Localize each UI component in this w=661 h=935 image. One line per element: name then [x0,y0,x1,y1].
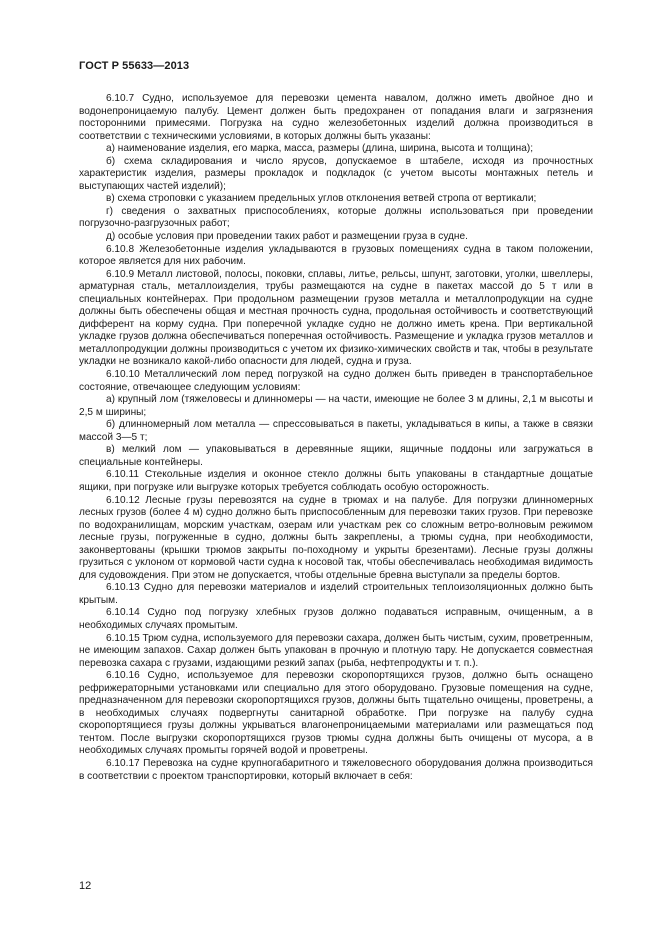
paragraph-6-10-14: 6.10.14 Судно под погрузку хлебных грузов должно подаваться исправным, очищенным, а в необходимых случаях промытым. [79,607,593,631]
paragraph-6-10-10: 6.10.10 Металлический лом перед погрузкой на судно должен быть приведен в транспортабельное состояние, отвечающее следующим условиям: [79,369,593,393]
standard-header: ГОСТ Р 55633—2013 [79,60,190,72]
paragraph-6-10-7: 6.10.7 Судно, используемое для перевозки цемента навалом, должно иметь двойное дно и водонепроницаемую палубу. Цемент должен быть предохранен от попадания влаги и загрязнения посторонними примесями. Погрузка на судно железобетонных изделий должна производиться в соответствии с техническими условиями, в которых должны быть указаны: [79,93,593,142]
paragraph-6-10-17: 6.10.17 Перевозка на судне крупногабаритного и тяжеловесного оборудования должна производиться в соответствии с проектом транспортировки, который включает в себя: [79,757,593,782]
paragraph-6-10-11: 6.10.11 Стекольные изделия и оконное стекло должны быть упакованы в стандартные дощатые ящики, при погрузке или выгрузке которых требуется соблюдать особую осторожность. [79,469,593,493]
paragraph-6-10-16: 6.10.16 Судно, используемое для перевозки скоропортящихся грузов, должно быть оснащено рефрижераторными установками или специально для этого оборудовано. Грузовые помещения на судне, предназначенном для перевозки скоропортящихся грузов, должны быть тщательно очищены, проветрены, а в необходимых случаях подвергнуты санитарной обработке. При погрузке на палубу судна скоропортящиеся грузы должны укрываться влагонепроницаемыми материалами или размещаться под тентом. После выгрузки скоропортящихся грузов трюмы судна должны быть очищены от мусора, а в необходимых случаях промыты горячей водой и проветрены. [79,670,593,757]
list-item-b: б) схема складирования и число ярусов, допускаемое в штабеле, исходя из прочностных характеристик изделия, размеры прокладок и подкладок (с учетом высоты монтажных петель и выступающих частей изделий); [79,155,593,192]
paragraph-6-10-8: 6.10.8 Железобетонные изделия укладываются в грузовых помещениях судна в таком положении, которое является для них рабочим. [79,243,593,268]
page-number: 12 [79,880,92,892]
document-body [79,93,593,783]
list-item-v: в) схема строповки с указанием предельных углов отклонения ветвей стропа от вертикали; [106,193,537,205]
list-item-g: г) сведения о захватных приспособлениях, которые должны использоваться при проведении погрузочно-разгрузочных работ; [79,205,593,230]
scrap-item-v: в) мелкий лом — упаковываться в деревянные ящики, ящичные поддоны или загружаться в специальные контейнеры. [79,444,593,468]
paragraph-6-10-12: 6.10.12 Лесные грузы перевозятся на судне в трюмах и на палубе. Для погрузки длинномерных лесных грузов (более 4 м) судно должно быть приспособленным для перевозки таких грузов. При перевозке по водохранилищам, морским участкам, озерам или участкам рек со сложным ветро-волновым режимом лесные грузы, погруженные в судно, должны быть закреплены, а трюмы судна, при необходимости, законвертованы (крышки трюмов закрыты по-походному и укрыты брезентами). Лесные грузы должны грузиться с уклоном от кормовой части судна к носовой так, чтобы обеспечивалась необходимая видимость для судовождения. При этом не допускается, чтобы отдельные бревна выступали за пределы бортов. [79,494,593,581]
paragraph-6-10-9: 6.10.9 Металл листовой, полосы, поковки, сплавы, литье, рельсы, шпунт, заготовки, уголки, швеллеры, арматурная сталь, металлоизделия, трубы размещаются на судне в пакетах массой до 5 т или в специальных контейнерах. При продольном размещении грузов металла и металлопродукции на судне должны быть обеспечены общая и местная прочность судна, продольная остойчивость и соответствующий дифферент на корму судна. При поперечной укладке судно не должно иметь крена. При вертикальной укладке грузов должна обеспечиваться поперечная остойчивость. Размещение и укладка грузов металлов и металлопродукции должны производиться с учетом их физико-химических свойств и так, чтобы в результате укладки не возникало какой-либо опасности для людей, судна и груза. [79,268,593,368]
list-item-a: а) наименование изделия, его марка, масса, размеры (длина, ширина, высота и толщина); [106,143,533,155]
paragraph-6-10-13: 6.10.13 Судно для перевозки материалов и изделий строительных теплоизоляционных должно быть крытым. [79,582,593,606]
list-item-d: д) особые условия при проведении таких работ и размещении груза в судне. [106,231,468,243]
paragraph-6-10-15: 6.10.15 Трюм судна, используемого для перевозки сахара, должен быть чистым, сухим, проветренным, не имеющим запахов. Сахар должен быть упакован в прочную и плотную тару. Не допускается совместная перевозка сахара с грузами, издающими резкий запах (рыба, нефтепродукты и т. п.). [79,632,593,669]
scrap-item-a: а) крупный лом (тяжеловесы и длинномеры — на части, имеющие не более 3 м длины, 2,1 м высоты и 2,5 м ширины; [79,394,593,418]
scrap-item-b: б) длинномерный лом металла — спрессовываться в пакеты, укладываться в кипы, а также в связки массой 3—5 т; [79,419,593,443]
